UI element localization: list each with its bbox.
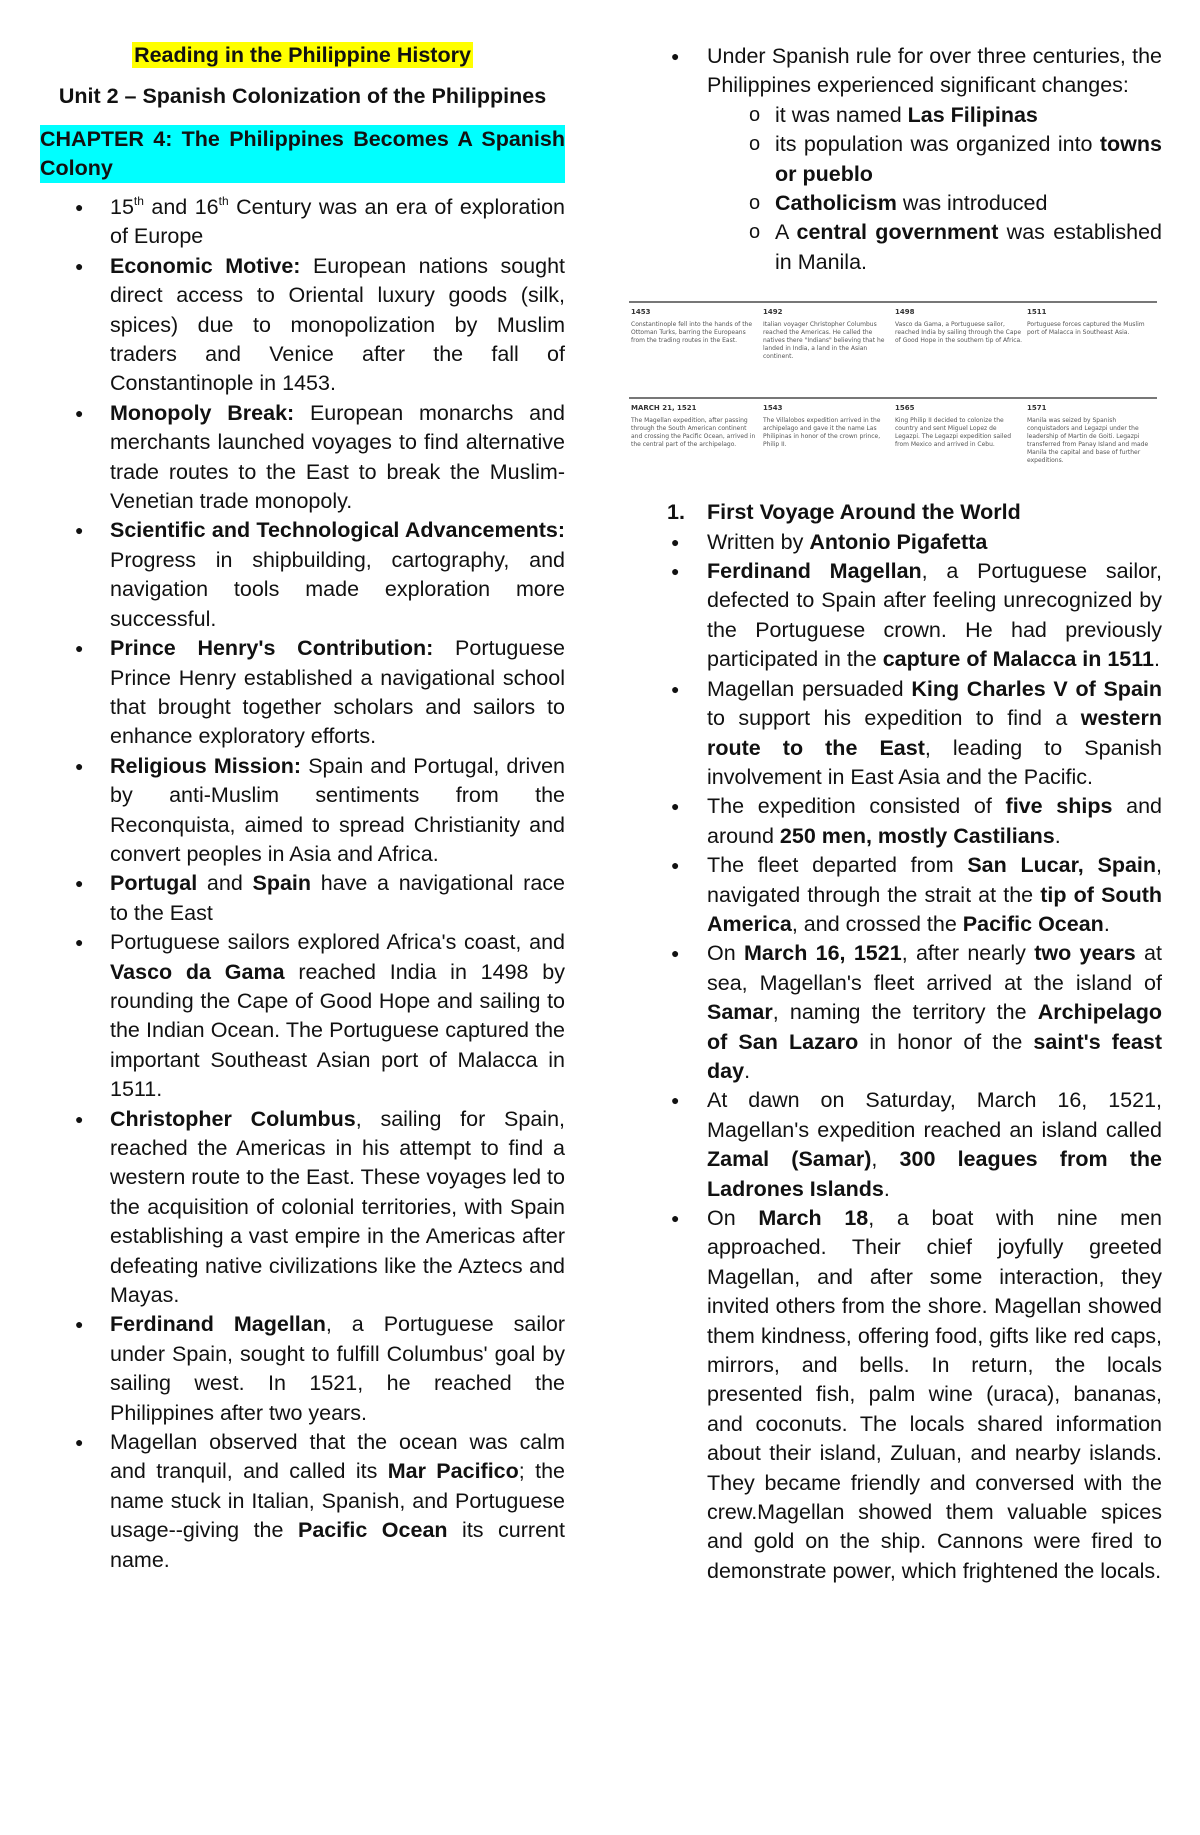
timeline-figure xyxy=(629,297,1157,480)
doc-title: Reading in the Philippine History xyxy=(134,43,471,67)
timeline-event: 1571 Manila was seized by Spanish conquistadors and Legazpi under the leadership of Martin de Goiti. Legazpi transferred from Panay Island and made Manila the capital and base of further expeditions. xyxy=(1027,404,1149,465)
list-item: ● Monopoly Break: European monarchs and merchants launched voyages to find alternative trade routes to the East to break the Muslim-Venetian trade monopoly. xyxy=(40,399,565,517)
sub-list-item: o A central government was established in Manila. xyxy=(707,218,1162,277)
sub-list-item: o it was named Las Filipinas xyxy=(707,101,1162,130)
list-item: ● Scientific and Technological Advancements: Progress in shipbuilding, cartography, and navigation tools made exploration more successful. xyxy=(40,516,565,634)
unit-heading: Unit 2 – Spanish Colonization of the Philippines xyxy=(58,84,547,108)
list-item: ● Magellan observed that the ocean was calm and tranquil, and called its Mar Pacifico; the name stuck in Italian, Spanish, and Portuguese usage--giving the Pacific Ocean its current name. xyxy=(40,1428,565,1575)
list-item: ● Ferdinand Magellan, a Portuguese sailor, defected to Spain after feeling unrecognized by the Portuguese crown. He had previously participated in the capture of Malacca in 1511. xyxy=(667,557,1162,675)
doc-title-wrap xyxy=(40,42,565,68)
left-column xyxy=(40,42,565,1575)
list-item: ● The expedition consisted of five ships and around 250 men, mostly Castilians. xyxy=(667,792,1162,851)
timeline-event: 1543 The Villalobos expedition arrived in the archipelago and gave it the name Las Philipinas in honor of the crown prince, Philip II. xyxy=(763,404,881,449)
list-item: ● On March 18, a boat with nine men approached. Their chief joyfully greeted Magellan, and after some interaction, they invited others from the shore. Magellan showed them kindness, offering food, gifts like red caps, mirrors, and bells. In return, the locals presented fish, palm wine (uraca), bananas, and coconuts. The locals shared information about their island, Zuluan, and nearby islands. They became friendly and conversed with the crew.Magellan showed them valuable spices and gold on the ship. Cannons were fired to demonstrate power, which frightened the locals. xyxy=(667,1204,1162,1586)
timeline-event: 1498 Vasco da Gama, a Portuguese sailor, reached India by sailing through the Cape of Good Hope in the southern tip of Africa. xyxy=(895,308,1023,345)
list-item: ● Christopher Columbus, sailing for Spain, reached the Americas in his attempt to find a western route to the East. These voyages led to the acquisition of colonial territories, with Spain establishing a vast empire in the Americas after defeating native civilizations like the Aztecs and Mayas. xyxy=(40,1105,565,1311)
right-intro-list xyxy=(667,42,1162,277)
list-item: ● Portuguese sailors explored Africa's coast, and Vasco da Gama reached India in 1498 by rounding the Cape of Good Hope and sailing to the Indian Ocean. The Portuguese captured the important Southeast Asian port of Malacca in 1511. xyxy=(40,928,565,1104)
list-item: ● Under Spanish rule for over three centuries, the Philippines experienced significant changes: o it was named Las Filipinas o its population was organized into towns or pueblo o Catholicism was introduced o A central government was established in Manila. xyxy=(667,42,1162,277)
timeline-axis-bottom xyxy=(629,397,1157,399)
list-item: ● At dawn on Saturday, March 16, 1521, Magellan's expedition reached an island called Zamal (Samar), 300 leagues from the Ladrones Islands. xyxy=(667,1086,1162,1204)
list-item: ● 15th and 16th Century was an era of exploration of Europe xyxy=(40,193,565,252)
timeline-event: 1565 King Philip II decided to colonize the country and sent Miguel Lopez de Legazpi. The Legazpi expedition sailed from Mexico and arrived in Cebu. xyxy=(895,404,1012,449)
list-item: ● On March 16, 1521, after nearly two years at sea, Magellan's fleet arrived at the island of Samar, naming the territory the Archipelago of San Lazaro in honor of the saint's feast day. xyxy=(667,939,1162,1086)
right-bullet-list xyxy=(667,528,1162,1587)
list-item: ● Written by Antonio Pigafetta xyxy=(667,528,1162,557)
list-item: ● Prince Henry's Contribution: Portuguese Prince Henry established a navigational school that brought together scholars and sailors to enhance exploratory efforts. xyxy=(40,634,565,752)
chapter-heading: CHAPTER 4: The Philippines Becomes A Spanish Colony xyxy=(40,125,565,183)
list-item: ● Magellan persuaded King Charles V of Spain to support his expedition to find a western route to the East, leading to Spanish involvement in East Asia and the Pacific. xyxy=(667,675,1162,793)
sub-list-item: o Catholicism was introduced xyxy=(707,189,1162,218)
timeline-axis-top xyxy=(629,301,1157,303)
sub-list xyxy=(707,101,1162,277)
right-column xyxy=(631,42,1163,1586)
timeline-event: 1492 Italian voyager Christopher Columbus reached the Americas. He called the natives there "Indians" believing that he landed in India, a land in the Asian continent. xyxy=(763,308,885,361)
numbered-heading: 1. First Voyage Around the World xyxy=(667,500,1021,525)
list-item: ● Economic Motive: European nations sought direct access to Oriental luxury goods (silk, spices) due to monopolization by Muslim traders and Venice after the fall of Constantinople in 1453. xyxy=(40,252,565,399)
numbered-list xyxy=(667,498,1162,527)
sub-list-item: o its population was organized into towns or pueblo xyxy=(707,130,1162,189)
list-item: ● Portugal and Spain have a navigational race to the East xyxy=(40,869,565,928)
left-bullet-list xyxy=(40,193,565,1575)
list-item: ● The fleet departed from San Lucar, Spain, navigated through the strait at the tip of South America, and crossed the Pacific Ocean. xyxy=(667,851,1162,939)
list-item: ● Ferdinand Magellan, a Portuguese sailor under Spain, sought to fulfill Columbus' goal by sailing west. In 1521, he reached the Philippines after two years. xyxy=(40,1310,565,1428)
timeline-event: 1511 Portuguese forces captured the Muslim port of Malacca in Southeast Asia. xyxy=(1027,308,1145,337)
timeline-event: 1453 Constantinople fell into the hands of the Ottoman Turks, barring the Europeans from the trading routes in the East. xyxy=(631,308,753,345)
list-item: ● Religious Mission: Spain and Portugal, driven by anti-Muslim sentiments from the Reconquista, aimed to spread Christianity and convert peoples in Asia and Africa. xyxy=(40,752,565,870)
timeline-event: MARCH 21, 1521 The Magellan expedition, after passing through the South American continent and crossing the Pacific Ocean, arrived in the central part of the archipelago. xyxy=(631,404,756,449)
